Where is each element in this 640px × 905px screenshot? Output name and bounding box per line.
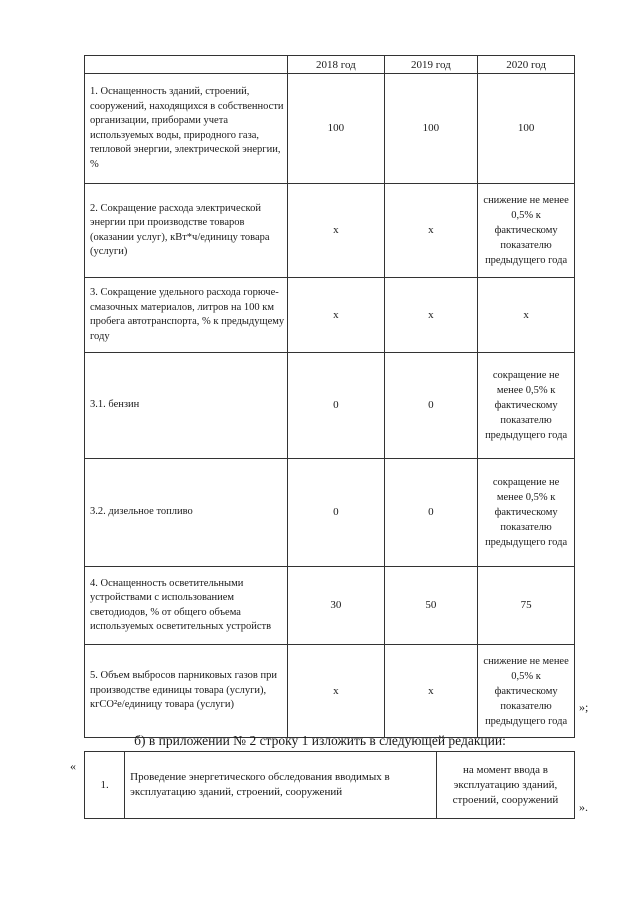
appendix-row-table xyxy=(84,751,575,819)
value-2020: сокращение не менее 0,5% к фактическому показателю предыдущего года xyxy=(478,459,575,567)
row-description: Проведение энергетического обследования вводимых в эксплуатацию зданий, строений, сооружений xyxy=(125,752,437,819)
closing-quote-mark: »; xyxy=(579,700,589,714)
value-2018: х xyxy=(288,645,384,738)
value-2018: х xyxy=(288,184,384,278)
header-cell-2019: 2019 год xyxy=(384,56,478,74)
row-label: 4. Оснащенность осветительными устройствами с использованием светодиодов, % от общего объема используемых осветительных устройств xyxy=(85,567,288,645)
header-cell-2020: 2020 год xyxy=(478,56,575,74)
table-row xyxy=(85,567,575,645)
table-row xyxy=(85,74,575,184)
table-row xyxy=(85,353,575,459)
row-deadline: на момент ввода в эксплуатацию зданий, строений, сооружений xyxy=(436,752,574,819)
row-number: 1. xyxy=(85,752,125,819)
value-2020: х xyxy=(478,278,575,353)
row-label: 3. Сокращение удельного расхода горюче-смазочных материалов, литров на 100 км пробега автотранспорта, % к предыдущему году xyxy=(85,278,288,353)
table-row xyxy=(85,184,575,278)
indicators-table xyxy=(84,55,575,738)
value-2019: 100 xyxy=(384,74,478,184)
value-2019: х xyxy=(384,645,478,738)
row-label: 3.2. дизельное топливо xyxy=(85,459,288,567)
value-2018: 100 xyxy=(288,74,384,184)
value-2020: сокращение не менее 0,5% к фактическому показателю предыдущего года xyxy=(478,353,575,459)
closing-quote-mark-final: ». xyxy=(579,800,588,814)
row-label: 2. Сокращение расхода электрической энергии при производстве товаров (оказании услуг), кВт*ч/единицу товара (услуги) xyxy=(85,184,288,278)
value-2020: 75 xyxy=(478,567,575,645)
value-2019: 0 xyxy=(384,459,478,567)
table-row xyxy=(85,752,575,819)
value-2018: 30 xyxy=(288,567,384,645)
table-row xyxy=(85,459,575,567)
value-2019: х xyxy=(384,184,478,278)
opening-quote-mark: « xyxy=(70,759,76,773)
value-2018: 0 xyxy=(288,459,384,567)
value-2018: 0 xyxy=(288,353,384,459)
value-2018: х xyxy=(288,278,384,353)
row-label: 3.1. бензин xyxy=(85,353,288,459)
value-2019: 0 xyxy=(384,353,478,459)
table-header-row xyxy=(85,56,575,74)
value-2020: снижение не менее 0,5% к фактическому показателю предыдущего года xyxy=(478,184,575,278)
amendment-subheading: б) в приложении № 2 строку 1 изложить в следующей редакции: xyxy=(134,733,506,748)
table-row xyxy=(85,278,575,353)
value-2020: 100 xyxy=(478,74,575,184)
value-2020: снижение не менее 0,5% к фактическому показателю предыдущего года xyxy=(478,645,575,738)
header-cell-2018: 2018 год xyxy=(288,56,384,74)
value-2019: х xyxy=(384,278,478,353)
value-2019: 50 xyxy=(384,567,478,645)
header-cell-blank xyxy=(85,56,288,74)
table-row xyxy=(85,645,575,738)
row-label: 1. Оснащенность зданий, строений, сооружений, находящихся в собственности организации, приборами учета используемых воды, природного газа, тепловой энергии, электрической энергии, % xyxy=(85,74,288,184)
row-label: 5. Объем выбросов парниковых газов при производстве единицы товара (услуги), кгСО²е/единицу товара (услуги) xyxy=(85,645,288,738)
